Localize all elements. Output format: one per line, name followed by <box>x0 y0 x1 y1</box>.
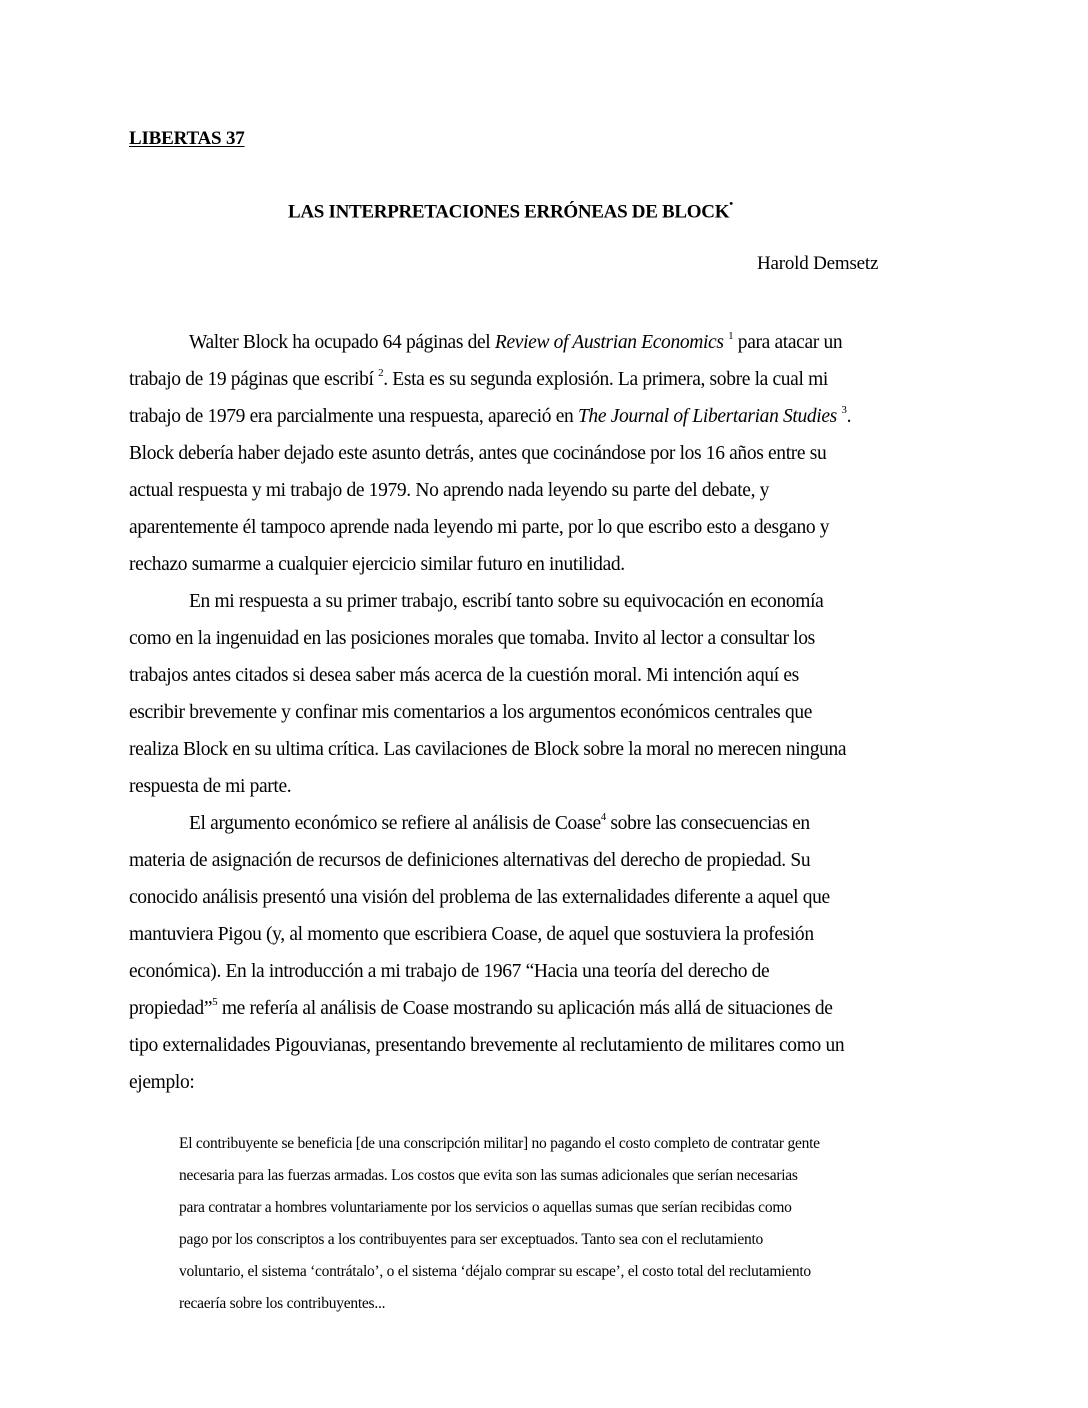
body-line <box>129 398 959 435</box>
footnote-reference[interactable]: 4 <box>600 810 606 823</box>
text-segment: trabajos antes citados si desea saber más acerca de la cuestión moral. Mi intención aquí es <box>129 665 799 686</box>
quote-line: recaería sobre los contribuyentes... <box>179 1295 386 1312</box>
article-title <box>288 198 733 223</box>
text-segment: En mi respuesta a su primer trabajo, escribí tanto sobre su equivocación en economía <box>189 591 824 612</box>
body-line <box>129 879 959 916</box>
article-title-text: LAS INTERPRETACIONES ERRÓNEAS DE BLOCK <box>288 201 730 223</box>
quote-line: necesaria para las fuerzas armadas. Los costos que evita son las sumas adicionales que serían necesarias <box>179 1167 798 1184</box>
body-line <box>129 990 959 1027</box>
body-line <box>129 583 959 620</box>
footnote-reference[interactable]: 3 <box>841 403 847 416</box>
footnote-reference[interactable]: 5 <box>212 995 218 1008</box>
footnote-reference[interactable]: 1 <box>728 329 734 342</box>
body-line <box>129 509 959 546</box>
body-line <box>129 953 959 990</box>
text-segment: trabajo de 19 páginas que escribí <box>129 369 379 390</box>
body-line <box>129 842 959 879</box>
quote-line: El contribuyente se beneficia [de una conscripción militar] no pagando el costo completo de contratar gente <box>179 1135 820 1152</box>
body-line <box>129 916 959 953</box>
body-text <box>129 324 959 1101</box>
text-segment: propiedad” <box>129 998 213 1019</box>
body-line <box>129 620 959 657</box>
title-footnote-marker[interactable]: • <box>729 198 733 210</box>
quote-line: para contratar a hombres voluntariamente por los servicios o aquellas sumas que serían recibidas como <box>179 1199 792 1216</box>
body-line <box>129 731 959 768</box>
text-segment: . Esta es su segunda explosión. La primera, sobre la cual mi <box>383 369 828 390</box>
text-segment: para atacar un <box>733 332 843 353</box>
quote-line: pago por los conscriptos a los contribuyentes para ser exceptuados. Tanto sea con el reclutamiento <box>179 1231 764 1248</box>
quote-line: voluntario, el sistema ‘contrátalo’, o el sistema ‘déjalo comprar su escape’, el costo total del reclutamiento <box>179 1263 811 1280</box>
text-segment: escribir brevemente y confinar mis comentarios a los argumentos económicos centrales que <box>129 702 813 723</box>
text-segment: me refería al análisis de Coase mostrando su aplicación más allá de situaciones de <box>217 998 833 1019</box>
body-line <box>129 805 959 842</box>
text-segment: El argumento económico se refiere al análisis de Coase <box>189 813 601 834</box>
body-line <box>129 657 959 694</box>
series-label: LIBERTAS 37 <box>129 128 245 149</box>
author-name: Harold Demsetz <box>757 253 879 274</box>
italic-citation: The Journal of Libertarian Studies <box>577 406 837 427</box>
text-segment: tipo externalidades Pigouvianas, presentando brevemente al reclutamiento de militares como un <box>129 1035 845 1056</box>
italic-citation: Review of Austrian Economics <box>494 332 724 353</box>
text-segment: sobre las consecuencias en <box>605 813 810 834</box>
text-segment: rechazo sumarme a cualquier ejercicio similar futuro en inutilidad. <box>129 554 625 575</box>
block-quote <box>179 1128 979 1320</box>
body-line <box>129 1064 959 1101</box>
text-segment: Block debería haber dejado este asunto detrás, antes que cocinándose por los 16 años entre su <box>129 443 827 464</box>
body-line <box>129 435 959 472</box>
text-segment: realiza Block en su ultima crítica. Las cavilaciones de Block sobre la moral no merecen ninguna <box>129 739 847 760</box>
body-line <box>129 546 959 583</box>
text-segment: mantuviera Pigou (y, al momento que escribiera Coase, de aquel que sostuviera la profesión <box>129 924 814 945</box>
text-segment: trabajo de 1979 era parcialmente una respuesta, apareció en <box>129 406 578 427</box>
footnote-reference[interactable]: 2 <box>378 366 384 379</box>
text-segment: materia de asignación de recursos de definiciones alternativas del derecho de propiedad. Su <box>129 850 811 871</box>
body-line <box>129 768 959 805</box>
text-segment: . <box>846 406 852 427</box>
body-line <box>129 324 959 361</box>
text-segment: respuesta de mi parte. <box>129 776 292 797</box>
body-line <box>129 472 959 509</box>
text-segment: económica). En la introducción a mi trabajo de 1967 “Hacia una teoría del derecho de <box>129 961 770 982</box>
text-segment: aparentemente él tampoco aprende nada leyendo mi parte, por lo que escribo esto a desgano y <box>129 517 830 538</box>
text-segment: Walter Block ha ocupado 64 páginas del <box>189 332 495 353</box>
text-segment: ejemplo: <box>129 1072 195 1093</box>
body-line <box>129 361 959 398</box>
text-segment: actual respuesta y mi trabajo de 1979. No aprendo nada leyendo su parte del debate, y <box>129 480 770 501</box>
body-line <box>129 694 959 731</box>
body-line <box>129 1027 959 1064</box>
text-segment: conocido análisis presentó una visión del problema de las externalidades diferente a aquel que <box>129 887 830 908</box>
text-segment: como en la ingenuidad en las posiciones morales que tomaba. Invito al lector a consultar los <box>129 628 815 649</box>
